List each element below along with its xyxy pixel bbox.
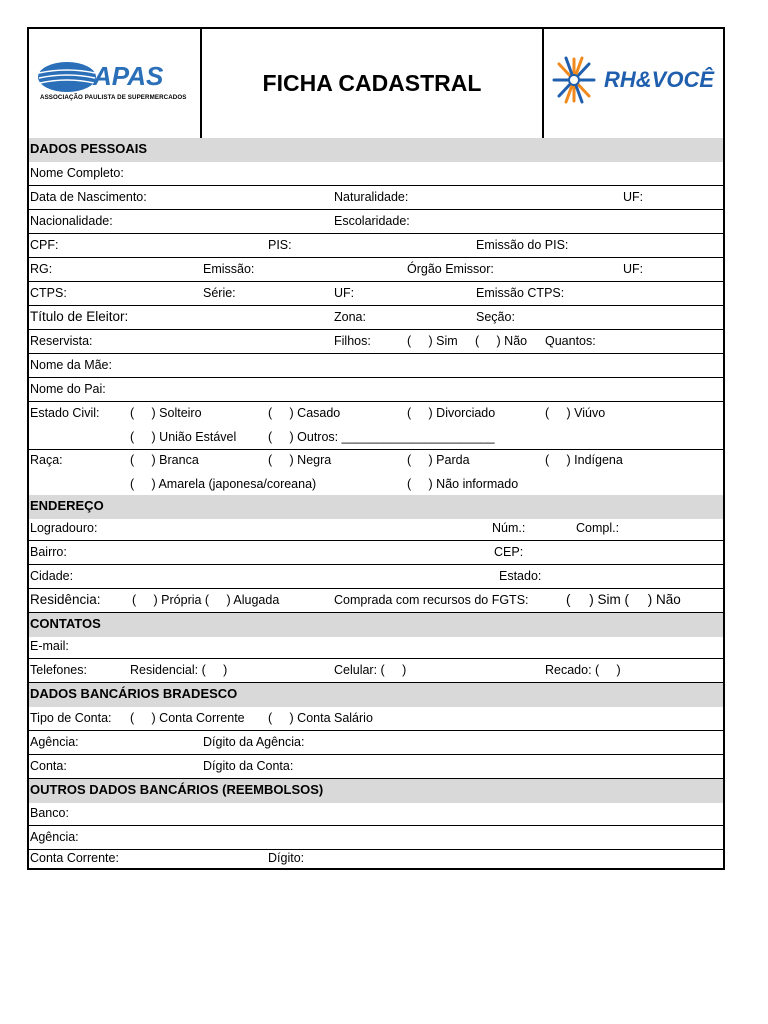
- section-dados-pessoais: [29, 138, 723, 162]
- section-endereco: [29, 495, 723, 519]
- apas-logo-subtitle: ASSOCIAÇÃO PAULISTA DE SUPERMERCADOS: [40, 94, 187, 101]
- row-nascimento: [29, 186, 723, 210]
- cep-label: CEP:: [494, 545, 524, 559]
- recado-label: Recado: ( ): [545, 663, 621, 677]
- page-title: FICHA CADASTRAL: [262, 70, 482, 96]
- branca-option[interactable]: ( ) Branca: [130, 453, 199, 467]
- raca-label: Raça:: [30, 453, 63, 467]
- logradouro-label: Logradouro:: [30, 521, 98, 535]
- svg-text:RH&VOCÊ: RH&VOCÊ: [604, 67, 715, 92]
- digito-agencia-label: Dígito da Agência:: [203, 735, 305, 749]
- row-rg: [29, 258, 723, 282]
- amarela-option[interactable]: ( ) Amarela (japonesa/coreana): [130, 477, 317, 491]
- emissao-pis-label: Emissão do PIS:: [476, 238, 569, 252]
- section-outros-bancarios: [29, 779, 723, 803]
- apas-logo: [29, 29, 202, 138]
- apas-logo-icon: [29, 29, 202, 138]
- row-cpf: [29, 234, 723, 258]
- zona-label: Zona:: [334, 310, 366, 324]
- row-banco: [29, 802, 723, 826]
- row-ctps: [29, 282, 723, 306]
- fgts-label: Comprada com recursos do FGTS:: [334, 593, 529, 607]
- outros-option[interactable]: ( ) Outros: ______________________: [268, 430, 495, 444]
- section-contatos: [29, 613, 723, 637]
- agencia-label: Agência:: [30, 735, 79, 749]
- conta-salario-option[interactable]: ( ) Conta Salário: [268, 711, 373, 725]
- row-bairro: [29, 541, 723, 565]
- pai-label: Nome do Pai:: [30, 382, 106, 396]
- celular-label: Celular: ( ): [334, 663, 407, 677]
- ctps-label: CTPS:: [30, 286, 67, 300]
- conta-corrente-option[interactable]: ( ) Conta Corrente: [130, 711, 245, 725]
- pis-label: PIS:: [268, 238, 292, 252]
- cpf-label: CPF:: [30, 238, 59, 252]
- emissao-ctps-label: Emissão CTPS:: [476, 286, 565, 300]
- nome-label: Nome Completo:: [30, 166, 124, 180]
- nao-informado-option[interactable]: ( ) Não informado: [407, 477, 519, 491]
- bairro-label: Bairro:: [30, 545, 67, 559]
- section-title: ENDEREÇO: [30, 498, 104, 513]
- section-title: DADOS PESSOAIS: [30, 141, 148, 156]
- form-header: [29, 29, 723, 140]
- conta-label: Conta:: [30, 759, 67, 773]
- indigena-option[interactable]: ( ) Indígena: [545, 453, 623, 467]
- row-conta: [29, 755, 723, 779]
- filhos-nao-option[interactable]: ( ) Não: [475, 334, 528, 348]
- emissao-label: Emissão:: [203, 262, 255, 276]
- row-nome: [29, 162, 723, 186]
- serie-label: Série:: [203, 286, 236, 300]
- row-raca: [29, 449, 723, 473]
- section-bradesco: [29, 683, 723, 707]
- parda-option[interactable]: ( ) Parda: [407, 453, 470, 467]
- viuvo-option[interactable]: ( ) Viúvo: [545, 406, 606, 420]
- agencia-label: Agência:: [30, 830, 79, 844]
- quantos-label: Quantos:: [545, 334, 596, 348]
- cadastro-form: [27, 27, 725, 870]
- mae-label: Nome da Mãe:: [30, 358, 112, 372]
- row-telefones: [29, 659, 723, 683]
- svg-text:APAS: APAS: [93, 61, 164, 91]
- negra-option[interactable]: ( ) Negra: [268, 453, 332, 467]
- title-cell: [202, 29, 544, 138]
- naturalidade-label: Naturalidade:: [334, 190, 409, 204]
- escolaridade-label: Escolaridade:: [334, 214, 410, 228]
- nascimento-label: Data de Nascimento:: [30, 190, 147, 204]
- digito-label: Dígito:: [268, 851, 305, 865]
- titulo-label: Título de Eleitor:: [30, 309, 129, 324]
- row-raca-2: [29, 473, 723, 497]
- telefones-label: Telefones:: [30, 663, 87, 677]
- orgao-label: Órgão Emissor:: [407, 262, 494, 276]
- uf-label: UF:: [623, 262, 644, 276]
- cidade-label: Cidade:: [30, 569, 74, 583]
- row-logradouro: [29, 517, 723, 541]
- compl-label: Compl.:: [576, 521, 620, 535]
- divorciado-option[interactable]: ( ) Divorciado: [407, 406, 496, 420]
- num-label: Núm.:: [492, 521, 526, 535]
- rh-voce-logo: [544, 29, 723, 138]
- uf-label: UF:: [623, 190, 644, 204]
- uf-label: UF:: [334, 286, 355, 300]
- secao-label: Seção:: [476, 310, 515, 324]
- conta-corrente-label: Conta Corrente:: [30, 851, 119, 865]
- estado-label: Estado:: [499, 569, 542, 583]
- row-conta-corrente: [29, 847, 723, 871]
- rh-voce-logo-icon: [544, 29, 723, 138]
- reservista-label: Reservista:: [30, 334, 93, 348]
- section-title: OUTROS DADOS BANCÁRIOS (REEMBOLSOS): [30, 782, 324, 797]
- email-label: E-mail:: [30, 639, 69, 653]
- section-title: CONTATOS: [30, 616, 101, 631]
- row-estado-civil-2: [29, 426, 723, 450]
- uniao-estavel-option[interactable]: ( ) União Estável: [130, 430, 237, 444]
- residencia-label: Residência:: [30, 592, 101, 607]
- row-mae: [29, 354, 723, 378]
- propria-alugada-options[interactable]: ( ) Própria ( ) Alugada: [132, 593, 280, 607]
- row-estado-civil: [29, 402, 723, 426]
- tipo-conta-label: Tipo de Conta:: [30, 711, 112, 725]
- casado-option[interactable]: ( ) Casado: [268, 406, 341, 420]
- residencial-label: Residencial: ( ): [130, 663, 228, 677]
- filhos-sim-option[interactable]: ( ) Sim: [407, 334, 458, 348]
- row-agencia: [29, 731, 723, 755]
- estado-civil-label: Estado Civil:: [30, 406, 100, 420]
- rg-label: RG:: [30, 262, 53, 276]
- row-reservista: [29, 330, 723, 354]
- section-title: DADOS BANCÁRIOS BRADESCO: [30, 686, 238, 701]
- banco-label: Banco:: [30, 806, 69, 820]
- row-tipo-conta: [29, 707, 723, 731]
- filhos-label: Filhos:: [334, 334, 371, 348]
- row-email: [29, 635, 723, 659]
- row-nacionalidade: [29, 210, 723, 234]
- row-titulo: [29, 306, 723, 330]
- fgts-options[interactable]: ( ) Sim ( ) Não: [566, 592, 681, 607]
- row-cidade: [29, 565, 723, 589]
- nacionalidade-label: Nacionalidade:: [30, 214, 113, 228]
- row-pai: [29, 378, 723, 402]
- digito-conta-label: Dígito da Conta:: [203, 759, 294, 773]
- solteiro-option[interactable]: ( ) Solteiro: [130, 406, 202, 420]
- row-residencia: [29, 589, 723, 613]
